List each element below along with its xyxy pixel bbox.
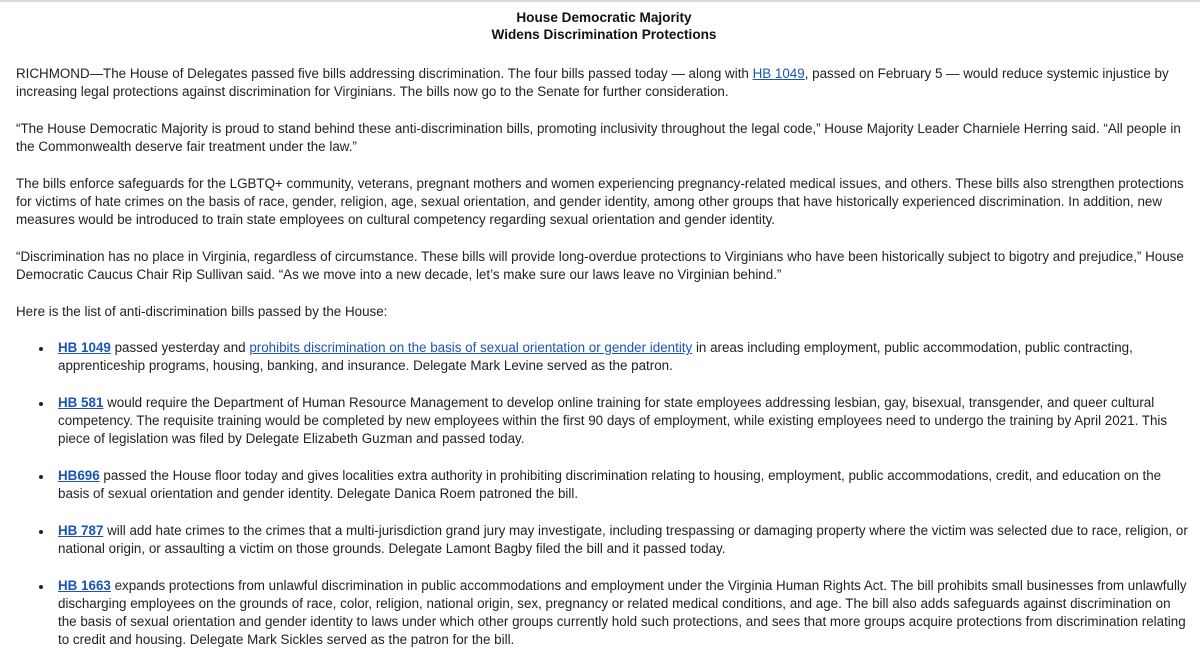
intro-text-start: RICHMOND—The House of Delegates passed five bills addressing discrimination. The four bills passed today — along with [16,66,753,81]
bill-text: expands protections from unlawful discrimination in public accommodations and employment under the Virginia Human Rights Act. The bill prohibits small businesses from unlawfully discharging employees on the grounds of race, color, religion, national origin, sex, pregnancy or related medical conditions, and age. The bill also adds safeguards against discrimination on the basis of sexual orientation and gender identity to laws under which other groups currently hold such protections, and sees that more groups acquire protections from discrimination relating to credit and housing. Delegate Mark Sickles served as the patron for the bill. [58,578,1187,647]
bill-list [16,339,1192,649]
bill-link-hb1663[interactable]: HB 1663 [58,578,111,593]
list-item [53,339,1192,375]
bill-text: passed the House floor today and gives localities extra authority in prohibiting discrimination relating to housing, employment, public accommodations, credit, and education on the basis of sexual orientation and gender identity. Delegate Danica Roem patroned the bill. [58,468,1162,501]
press-release [16,9,1192,668]
bill-text: will add hate crimes to the crimes that a multi-jurisdiction grand jury may investigate, including trespassing or damaging property where the victim was selected due to race, religion, or national origin, or assaulting a victim on those grounds. Delegate Lamont Bagby filed the bill and it passed today. [58,523,1188,556]
intro-text-end: , passed on February 5 — would reduce systemic injustice by increasing legal protections against discrimination for Virginians. The bills now go to the Senate for further consideration. [16,66,1169,99]
bill-text: passed yesterday and [110,340,250,355]
top-divider [0,0,1200,2]
orientation-discrimination-link[interactable]: prohibits discrimination on the basis of sexual orientation or gender identity [249,340,693,355]
title-line-1: House Democratic Majority [516,10,692,25]
safeguards-paragraph: The bills enforce safeguards for the LGBTQ+ community, veterans, pregnant mothers and women experiencing pregnancy-related medical issues, and others. These bills also strengthen protections for victims of hate crimes on the basis of race, gender, religion, age, sexual orientation, and gender identity, among other groups that have historically experienced discrimination. In addition, new measures would be introduced to train state employees on cultural competency regarding sexual orientation and gender identity. [16,176,1184,227]
bill-link-hb1049[interactable]: HB 1049 [58,340,111,355]
list-item [53,522,1192,558]
list-item [53,467,1192,503]
bill-list-intro: Here is the list of anti-discrimination bills passed by the House: [16,304,388,319]
intro-hb1049-link[interactable]: HB 1049 [752,66,805,81]
bill-link-hb787[interactable]: HB 787 [58,523,104,538]
list-item [53,577,1192,649]
bill-link-hb581[interactable]: HB 581 [58,395,104,410]
title-line-2: Widens Discrimination Protections [491,27,717,42]
bill-text: in areas including employment, public accommodation, public contracting, apprenticeship programs, housing, banking, and insurance. Delegate Mark Levine served as the patron. [58,340,1133,373]
herring-quote: “The House Democratic Majority is proud to stand behind these anti-discrimination bills, promoting inclusivity throughout the legal code,” House Majority Leader Charniele Herring said. “All people in the Commonwealth deserve fair treatment under the law.” [16,121,1181,154]
bill-text: would require the Department of Human Resource Management to develop online training for state employees addressing lesbian, gay, bisexual, transgender, and queer cultural competency. The requisite training would be completed by new employees within the first 90 days of employment, while existing employees need to undergo the training by April 2021. This piece of legislation was filed by Delegate Elizabeth Guzman and passed today. [58,395,1168,446]
bill-link-hb696[interactable]: HB696 [58,468,100,483]
intro-paragraph [16,65,1192,101]
list-item [53,394,1192,448]
page-title [16,9,1192,43]
sullivan-quote: “Discrimination has no place in Virginia, regardless of circumstance. These bills will provide long-overdue protections to Virginians who have been historically subject to bigotry and prejudice,” House Democratic Caucus Chair Rip Sullivan said. “As we move into a new decade, let’s make sure our laws leave no Virginian behind.” [16,249,1184,282]
